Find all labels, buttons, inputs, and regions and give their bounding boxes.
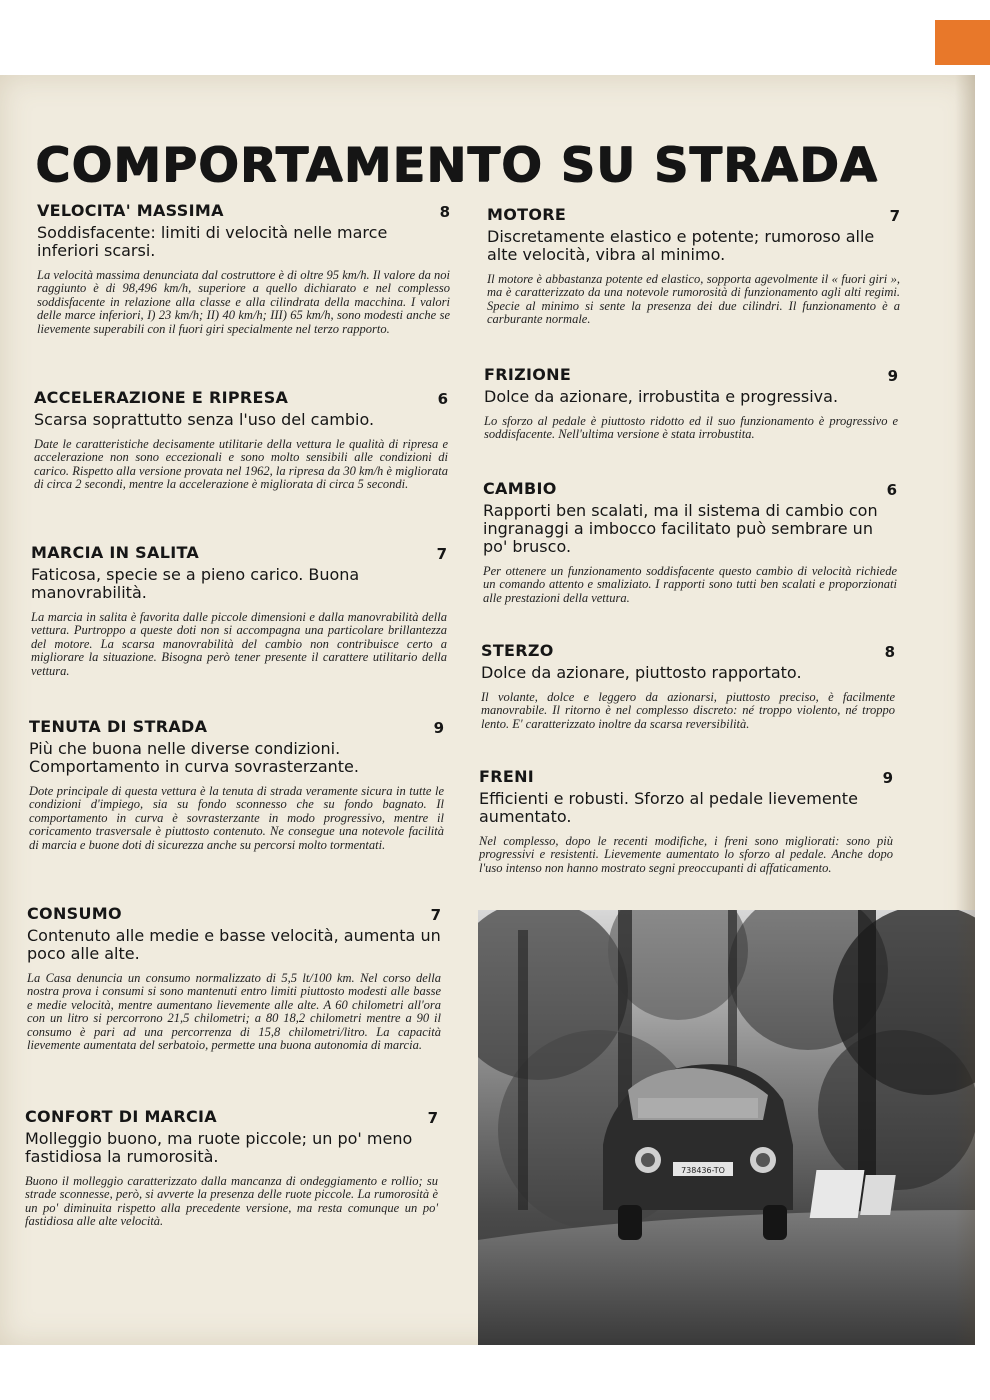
section-detail: La marcia in salita è favorita dalle piccole dimensioni e dalla manovrabilità della vettura. Purtroppo a queste doti non si accompagna una particolare brillantezza del motore. La scarsa manovrabilità del cambio non contribuisce certo a migliorare la situazione. Bisogna però tener presente il carattere utilitario della vettura. xyxy=(31,610,447,678)
section-title: MARCIA IN SALITA xyxy=(31,543,200,562)
license-plate: 738436-TO xyxy=(681,1166,725,1175)
section-accelerazione xyxy=(34,388,448,492)
section-summary: Faticosa, specie se a pieno carico. Buona manovrabilità. xyxy=(31,565,360,602)
section-summary: Rapporti ben scalati, ma il sistema di cambio con ingranaggi a imbocco facilitato può sembrare un po' brusco. xyxy=(483,501,878,556)
section-score: 6 xyxy=(886,481,897,499)
section-summary: Contenuto alle medie e basse velocità, aumenta un poco alle alte. xyxy=(27,926,441,963)
section-summary: Molleggio buono, ma ruote piccole; un po' meno fastidiosa la rumorosità. xyxy=(25,1129,413,1166)
section-title: CAMBIO xyxy=(483,479,557,498)
section-title: FRIZIONE xyxy=(484,365,572,384)
section-motore xyxy=(487,205,900,327)
section-summary: Soddisfacente: limiti di velocità nelle marce inferiori scarsi. xyxy=(37,223,388,260)
car-photo-illustration xyxy=(478,910,975,1345)
section-score: 7 xyxy=(427,1109,438,1127)
section-confort-di-marcia xyxy=(25,1107,438,1229)
section-title: MOTORE xyxy=(487,205,567,224)
section-detail: Lo sforzo al pedale è piuttosto ridotto ed il suo funzionamento è progressivo e soddisfacente. Nell'ultima versione è stata irrobustita. xyxy=(484,414,898,442)
section-summary: Discretamente elastico e potente; rumoroso alle alte velocità, vibra al minimo. xyxy=(487,227,875,264)
magazine-page xyxy=(0,75,975,1345)
section-detail: Il volante, dolce e leggero da azionarsi, piuttosto preciso, è facilmente manovrabile. Il ritorno è nel complesso discreto: né troppo violento, né troppo lento. E' caratterizzato inoltre da scarsa reversibilità. xyxy=(481,690,895,731)
section-score: 7 xyxy=(436,545,447,563)
section-title: TENUTA DI STRADA xyxy=(29,717,208,736)
section-score: 9 xyxy=(887,367,898,385)
section-score: 7 xyxy=(430,906,441,924)
section-title: ACCELERAZIONE E RIPRESA xyxy=(34,388,289,407)
section-summary: Scarsa soprattutto senza l'uso del cambio. xyxy=(34,410,375,429)
car-photo xyxy=(478,910,975,1345)
section-consumo xyxy=(27,904,441,1052)
section-detail: Nel complesso, dopo le recenti modifiche, i freni sono migliorati: sono più progressivi e resistenti. Lievemente aumentato lo sforzo al pedale. Anche dopo l'uso intenso non hanno mostrato segni preoccupanti di affaticamento. xyxy=(479,834,893,875)
section-velocita-massima xyxy=(37,201,450,336)
section-detail: La Casa denuncia un consumo normalizzato di 5,5 lt/100 km. Nel corso della nostra prova i consumi si sono mantenuti entro limiti piuttosto modesti alle basse e medie velocità, mentre aumentano lievemente alle alte. A 60 chilometri all'ora con un litro si percorrono 21,5 chilometri; a 80 18,2 chilometri mentre a 90 il consumo è pari ad una percorrenza di 15,8 chilometri/litro. La capacità lievemente aumentata del serbatoio, permette una buona autonomia di marcia. xyxy=(27,971,441,1053)
section-sterzo xyxy=(481,641,895,731)
section-title: STERZO xyxy=(481,641,554,660)
section-title: CONSUMO xyxy=(27,904,122,923)
section-cambio xyxy=(483,479,897,605)
section-marcia-in-salita xyxy=(31,543,447,678)
section-score: 9 xyxy=(882,769,893,787)
section-score: 9 xyxy=(433,719,444,737)
section-score: 8 xyxy=(884,643,895,661)
section-detail: Buono il molleggio caratterizzato dalla mancanza di ondeggiamento e rollio; su strade sconnesse, però, si avverte la presenza delle ruote piccole. La rumorosità è un po' diminuita rispetto alla precedente versione, ma resta comunque un po' fastidiosa alle alte velocità. xyxy=(25,1174,438,1229)
section-freni xyxy=(479,767,893,875)
section-tenuta-di-strada xyxy=(29,717,444,852)
section-summary: Dolce da azionare, irrobustita e progressiva. xyxy=(484,387,839,406)
section-score: 7 xyxy=(889,207,900,225)
section-title: FRENI xyxy=(479,767,535,786)
section-score: 6 xyxy=(437,390,448,408)
section-detail: Dote principale di questa vettura è la tenuta di strada veramente sicura in tutte le condizioni d'impiego, sia su fondo sconnesso che su fondo bagnato. Il comportamento in curva è sovrasterzante in modo progressivo, mentre il coricamento trasversale è piuttosto contenuto. Ne consegue una notevole facilità di marcia e buone doti di sicurezza anche su percorsi molto tormentati. xyxy=(29,784,444,852)
section-summary: Efficienti e robusti. Sforzo al pedale lievemente aumentato. xyxy=(479,789,858,826)
section-summary: Dolce da azionare, piuttosto rapportato. xyxy=(481,663,802,682)
section-detail: Il motore è abbastanza potente ed elastico, sopporta agevolmente il « fuori giri », ma è caratterizzato da una notevole rumorosità di funzionamento agli alti regimi. Specie al minimo si sente la presenza dei due cilindri. Il funzionamento è a carburante normale. xyxy=(487,272,900,327)
section-score: 8 xyxy=(439,203,450,221)
section-detail: Per ottenere un funzionamento soddisfacente questo cambio di velocità richiede un comando attento e smaliziato. I rapporti sono tutti ben scalati e proporzionati alle prestazioni della vettura. xyxy=(483,564,897,605)
section-summary: Più che buona nelle diverse condizioni. Comportamento in curva sovrasterzante. xyxy=(29,739,359,776)
section-detail: La velocità massima denunciata dal costruttore è di oltre 95 km/h. Il valore da noi raggiunto è di 98,496 km/h, superiore a quello dichiarato e nel complesso soddisfacente in relazione alla classe e alla cilindrata della macchina. I valori delle marce inferiori, I) 23 km/h; II) 40 km/h; III) 65 km/h, sono modesti anche se lievemente superabili con il fuori giri specialmente nel terzo rapporto. xyxy=(37,268,450,336)
article-title: COMPORTAMENTO SU STRADA xyxy=(35,138,878,193)
section-title: CONFORT DI MARCIA xyxy=(25,1107,217,1126)
section-frizione xyxy=(484,365,898,442)
section-title: VELOCITA' MASSIMA xyxy=(37,201,224,220)
section-detail: Date le caratteristiche decisamente utilitarie della vettura le qualità di ripresa e accelerazione non sono eccezionali e sono molto sensibili alle condizioni di carico. Rispetto alla versione provata nel 1962, la ripresa da 30 km/h è migliorata di circa 2 secondi, mentre la accelerazione è migliorata di circa 5 secondi. xyxy=(34,437,448,492)
page-edge-tab xyxy=(935,20,990,65)
